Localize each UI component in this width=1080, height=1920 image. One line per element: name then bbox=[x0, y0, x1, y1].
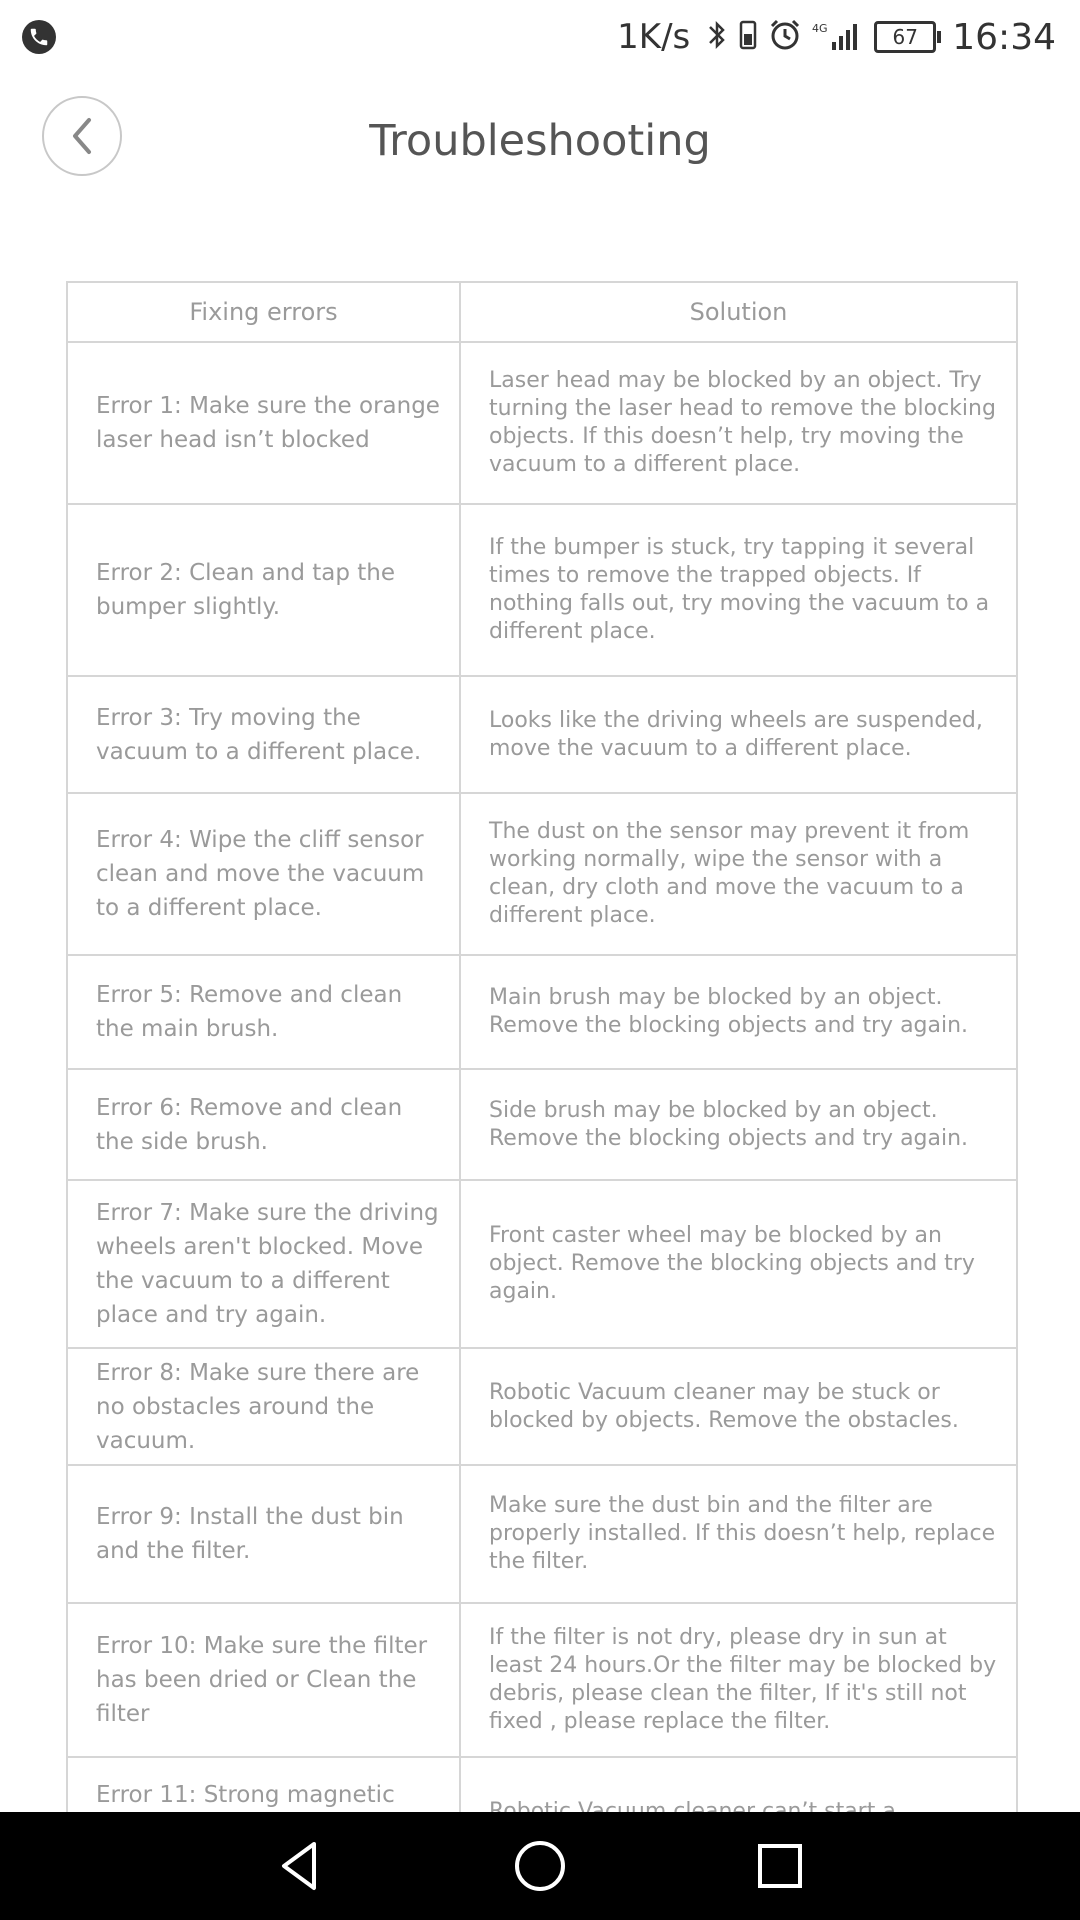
battery-indicator: 67 bbox=[874, 21, 936, 53]
table-row bbox=[67, 342, 1017, 504]
solution-cell: Front caster wheel may be blocked by an object. Remove the blocking objects and try again. bbox=[460, 1180, 1017, 1348]
status-bar bbox=[0, 0, 1080, 72]
navigation-bar bbox=[0, 1812, 1080, 1920]
solution-cell: Robotic Vacuum cleaner may be stuck or blocked by objects. Remove the obstacles. bbox=[460, 1348, 1017, 1465]
bluetooth-icon bbox=[706, 18, 728, 56]
table-row bbox=[67, 1465, 1017, 1603]
table-header-row bbox=[67, 282, 1017, 342]
error-cell: Error 4: Wipe the cliff sensor clean and move the vacuum to a different place. bbox=[67, 793, 460, 955]
back-triangle-icon bbox=[270, 1836, 330, 1896]
nav-back-button[interactable] bbox=[270, 1836, 330, 1896]
network-speed: 1K/s bbox=[617, 17, 691, 57]
table-row bbox=[67, 793, 1017, 955]
error-cell: Error 3: Try moving the vacuum to a different place. bbox=[67, 676, 460, 793]
table-row bbox=[67, 1180, 1017, 1348]
table-row bbox=[67, 1069, 1017, 1180]
error-cell: Error 6: Remove and clean the side brush. bbox=[67, 1069, 460, 1180]
error-cell: Error 9: Install the dust bin and the filter. bbox=[67, 1465, 460, 1603]
nav-recents-button[interactable] bbox=[750, 1836, 810, 1896]
solution-cell: Looks like the driving wheels are suspended, move the vacuum to a different place. bbox=[460, 676, 1017, 793]
error-cell: Error 7: Make sure the driving wheels aren't blocked. Move the vacuum to a different place and try again. bbox=[67, 1180, 460, 1348]
nav-home-button[interactable] bbox=[510, 1836, 570, 1896]
column-header-solution: Solution bbox=[460, 282, 1017, 342]
solution-cell: If the bumper is stuck, try tapping it several times to remove the trapped objects. If nothing falls out, try moving the vacuum to a different place. bbox=[460, 504, 1017, 676]
error-cell: Error 8: Make sure there are no obstacles around the vacuum. bbox=[67, 1348, 460, 1465]
signal-icon bbox=[812, 18, 864, 56]
error-cell: Error 5: Remove and clean the main brush. bbox=[67, 955, 460, 1069]
solution-cell: Make sure the dust bin and the filter are properly installed. If this doesn’t help, replace the filter. bbox=[460, 1465, 1017, 1603]
phone-battery-icon bbox=[738, 18, 758, 56]
table-row bbox=[67, 1348, 1017, 1465]
svg-text:4G: 4G bbox=[812, 22, 828, 35]
troubleshooting-table[interactable] bbox=[66, 281, 1016, 1811]
solution-cell: Side brush may be blocked by an object. Remove the blocking objects and try again. bbox=[460, 1069, 1017, 1180]
error-cell: Error 11: Strong magnetic bbox=[67, 1757, 460, 1867]
status-time: 16:34 bbox=[952, 16, 1056, 58]
home-circle-icon bbox=[510, 1836, 570, 1896]
column-header-fixing-errors: Fixing errors bbox=[67, 282, 460, 342]
error-cell: Error 2: Clean and tap the bumper slightly. bbox=[67, 504, 460, 676]
page-title: Troubleshooting bbox=[369, 116, 711, 166]
solution-cell: Main brush may be blocked by an object. Remove the blocking objects and try again. bbox=[460, 955, 1017, 1069]
phone-call-icon bbox=[22, 20, 56, 54]
table-row bbox=[67, 504, 1017, 676]
solution-cell: If the filter is not dry, please dry in sun at least 24 hours.Or the filter may be blocked by debris, please clean the filter, If it's still not fixed , please replace the filter. bbox=[460, 1603, 1017, 1757]
table-row bbox=[67, 1603, 1017, 1757]
table-row bbox=[67, 676, 1017, 793]
error-cell: Error 1: Make sure the orange laser head isn’t blocked bbox=[67, 342, 460, 504]
header bbox=[0, 90, 1080, 190]
alarm-icon bbox=[768, 18, 802, 56]
solution-cell: The dust on the sensor may prevent it from working normally, wipe the sensor with a clean, dry cloth and move the vacuum to a different place. bbox=[460, 793, 1017, 955]
recents-square-icon bbox=[750, 1836, 810, 1896]
error-cell: Error 10: Make sure the filter has been dried or Clean the filter bbox=[67, 1603, 460, 1757]
solution-cell: Laser head may be blocked by an object. Try turning the laser head to remove the blocking objects. If this doesn’t help, try moving the vacuum to a different place. bbox=[460, 342, 1017, 504]
table-row bbox=[67, 955, 1017, 1069]
